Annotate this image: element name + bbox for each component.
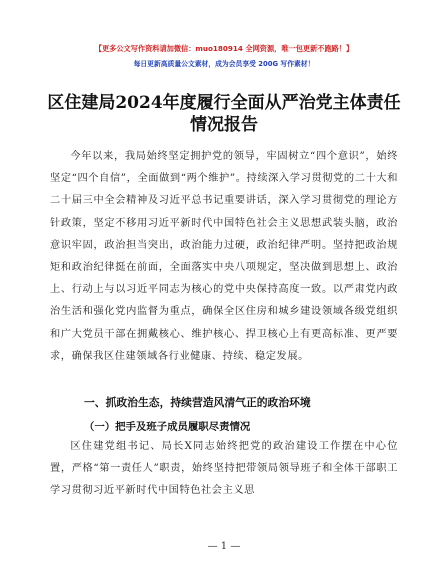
section-heading-1: 一、抓政治生态，持续营造风清气正的政治环境 [84,396,311,409]
subsection-heading-1: （一）把手及班子成员履职尽责情况 [84,421,251,433]
promo-banner-line1: 【更多公文写作资料请加微信：muo180914 全网资源，唯一包更新不跑路！】 [94,44,354,53]
body-paragraph-2: 区住建党组书记、局长X同志始终把党的政治建设工作摆在中心位置，严格“第一责任人”职责，始终坚持把带领局领导班子和全体干部职工学习贯彻习近平新时代中国特色社会主义思 [50,441,398,497]
promo-banner-line2: 每日更新高质量公文素材，成为会员享受 200G 写作素材！ [133,60,315,68]
document-title [40,92,408,136]
title-line-1: 区住建局2024年度履行全面从严治党主体责任 [47,93,401,113]
page-number: — 1 — [207,541,241,552]
body-paragraph-1: 今年以来，我局始终坚定拥护党的领导，牢固树立“四个意识”，始终坚定“四个自信”，全面做到“两个维护”。持续深入学习贯彻党的二十大和二十届三中全会精神及习近平总书记重要讲话，深入学习贯彻党的理论方针政策，坚定不移用习近平新时代中国特色社会主义思想武装头脑，政治意识牢固，政治担当突出，政治能力过硬，政治纪律严明。坚持把政治规矩和政治纪律挺在前面，全面落实中央八项规定，坚决做到思想上、政治上、行动上与以习近平同志为核心的党中央保持高度一致。以严肃党内政治生活和强化党内监督为重点，确保全区住房和城乡建设领域各级党组织和广大党员干部在拥戴核心、维护核心、捍卫核心上有更高标准、更严要求，确保我区住建领域各行业健康、持续、稳定发展。 [50,151,398,362]
title-line-2: 情况报告 [190,115,258,135]
